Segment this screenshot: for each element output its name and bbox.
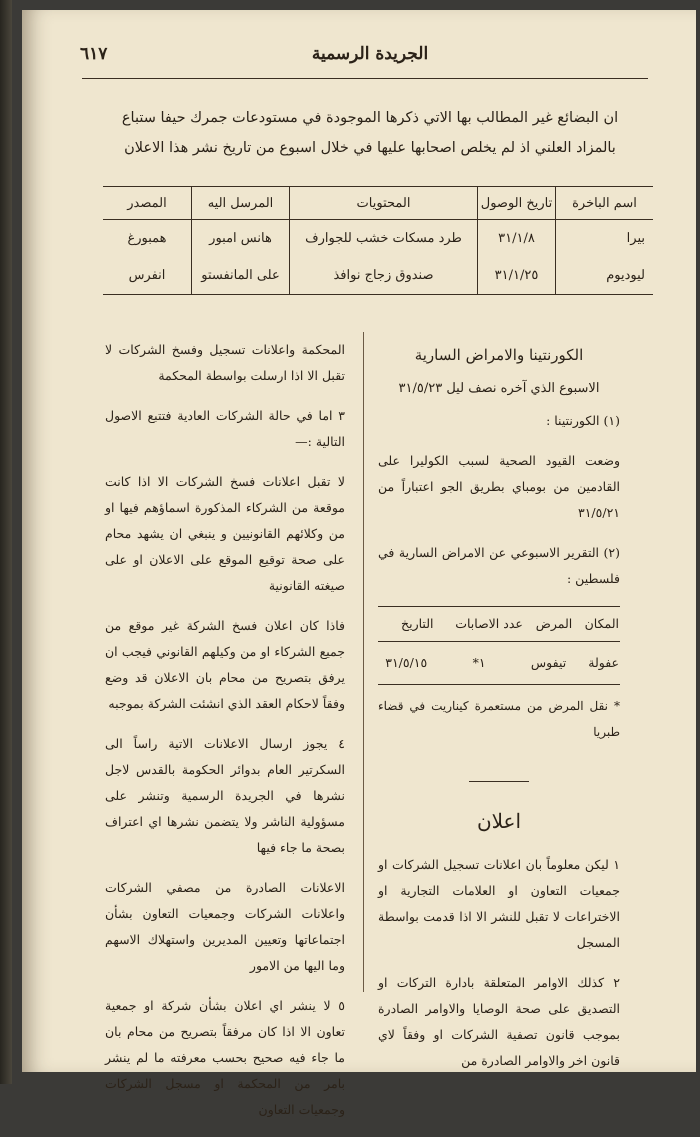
- announcement-para-1: ١ ليكن معلوماً بان اعلانات تسجيل الشركات او جمعيات التعاون او العلامات التجارية او الاختراعات لا تقبل للنشر الا اذا قدمت بواسطة المسجل: [378, 857, 620, 950]
- quarantine-item-1-head: (١) الكورنتينا :: [546, 413, 620, 428]
- left-column: [105, 337, 345, 1137]
- table-row: [103, 257, 653, 295]
- table-row: [378, 642, 620, 685]
- left-para-7: ٥ لا ينشر اي اعلان بشأن شركة او جمعية تعاون الا اذا كان مرفقاً بتصريح من محام بان ما جاء فيه صحيح بحسب معرفته ما لم ينشر بامر من المحكمة او مسجل الشركات وجمعيات التعاون: [105, 998, 345, 1117]
- col-place: المكان: [573, 607, 620, 642]
- left-para-6: الاعلانات الصادرة من مصفي الشركات واعلانات الشركات وجمعيات التعاون بشأن اجتماعاتها وتعيين المديرين واستهلاك الاسهم وما اليها من الامور: [105, 880, 345, 973]
- announcement-para-2: ٢ كذلك الاوامر المتعلقة بادارة التركات او التصديق على صحة الوصايا والاوامر الصادرة بموجب قانون تصفية الشركات او وفقاً لاي قانون اخر والاوامر الصادرة من: [378, 975, 620, 1068]
- col-origin: المصدر: [103, 187, 192, 220]
- quarantine-item-1-body: وضعت القيود الصحية لسبب الكوليرا على القادمين من بومباي بطريق الجو اعتباراً من ٣١/٥/٢١: [378, 453, 620, 520]
- header-rule: [82, 78, 648, 79]
- disease-header-row: [378, 607, 620, 642]
- left-para-1: المحكمة واعلانات تسجيل وفسخ الشركات لا تقبل الا اذا ارسلت بواسطة المحكمة: [105, 342, 345, 383]
- quarantine-title: الكورنتينا والامراض السارية: [414, 346, 584, 364]
- col-ship-name: اسم الباخرة: [556, 187, 654, 220]
- customs-notice: [100, 103, 640, 163]
- column-divider: [363, 332, 364, 992]
- col-consignee: المرسل اليه: [192, 187, 290, 220]
- cell-contents: صندوق زجاج نوافذ: [290, 257, 478, 295]
- cell-disease: تيفوس: [524, 642, 573, 685]
- customs-notice-line-2: بالمزاد العلني اذ لم يخلص اصحابها عليها في خلال اسبوع من تاريخ نشر هذا الاعلان: [124, 140, 616, 156]
- cell-cases: ١*: [434, 642, 523, 685]
- page-header: [80, 44, 660, 74]
- left-para-4: فاذا كان اعلان فسخ الشركة غير موقع من جميع الشركاء او من وكيلهم القانوني فيجب ان يرفق بتصريح من محام بان الاعلان قد وضع وفقاً لاحكام العقد الذي انشئت الشركة بموجبه: [105, 618, 345, 711]
- quarantine-week: الاسبوع الذي آخره نصف ليل ٣١/٥/٢٣: [398, 381, 600, 396]
- table-header-row: [103, 187, 653, 220]
- cell-ship: ليوديوم: [556, 257, 654, 295]
- gazette-title: الجريدة الرسمية: [311, 44, 429, 64]
- cell-origin: انفرس: [103, 257, 192, 295]
- col-date: التاريخ: [378, 607, 434, 642]
- quarantine-item-2-head: (٢) التقرير الاسبوعي عن الامراض السارية في فلسطين :: [378, 545, 620, 586]
- cell-date: ٣١/١/٢٥: [478, 257, 556, 295]
- col-disease: المرض: [524, 607, 573, 642]
- cell-date: ٣١/٥/١٥: [378, 642, 434, 685]
- left-para-3: لا تقبل اعلانات فسخ الشركات الا اذا كانت موقعة من الشركاء المذكورة اسماؤهم فيها او من وكلائهم القانونيين و ينبغي ان يشهد محام على صحة توقيع الموقع على الاعلان او على صيغته القانونية: [105, 474, 345, 593]
- left-para-2: ٣ اما في حالة الشركات العادية فتتبع الاصول التالية :—: [105, 408, 345, 449]
- cell-consignee: على المانفستو: [192, 257, 290, 295]
- page-number: ٦١٧: [80, 44, 108, 64]
- announcement-title: اعلان: [476, 809, 522, 833]
- cell-consignee: هانس امبور: [192, 220, 290, 258]
- disease-footnote: * نقل المرض من مستعمرة كيناريت في قضاء طبريا: [378, 699, 620, 739]
- cell-place: عفولة: [573, 642, 620, 685]
- unclaimed-goods-table: [103, 186, 653, 295]
- right-column: [378, 337, 620, 1088]
- left-para-5: ٤ يجوز ارسال الاعلانات الاتية راساً الى السكرتير العام بدوائر الحكومة بالقدس لاجل نشرها في الجريدة الرسمية وتنشر على مسؤولية الناشر ولا يتضمن نشرها اي اعتراف بصحة ما جاء فيها: [105, 736, 345, 855]
- section-rule: [469, 781, 529, 782]
- col-cases: عدد الاصابات: [434, 607, 523, 642]
- cell-date: ٣١/١/٨: [478, 220, 556, 258]
- col-arrival-date: تاريخ الوصول: [478, 187, 556, 220]
- cell-origin: همبورغ: [127, 231, 167, 246]
- book-spine: [0, 0, 12, 1084]
- cell-contents: طرد مسكات خشب للجوارف: [290, 220, 478, 258]
- disease-table: [378, 606, 620, 685]
- table-row: [103, 220, 653, 258]
- cell-ship: بيرا: [556, 220, 654, 258]
- col-contents: المحتويات: [290, 187, 478, 220]
- customs-notice-line-1: ان البضائع غير المطالب بها الاتي ذكرها الموجودة في مستودعات جمرك حيفا ستباع: [121, 110, 619, 126]
